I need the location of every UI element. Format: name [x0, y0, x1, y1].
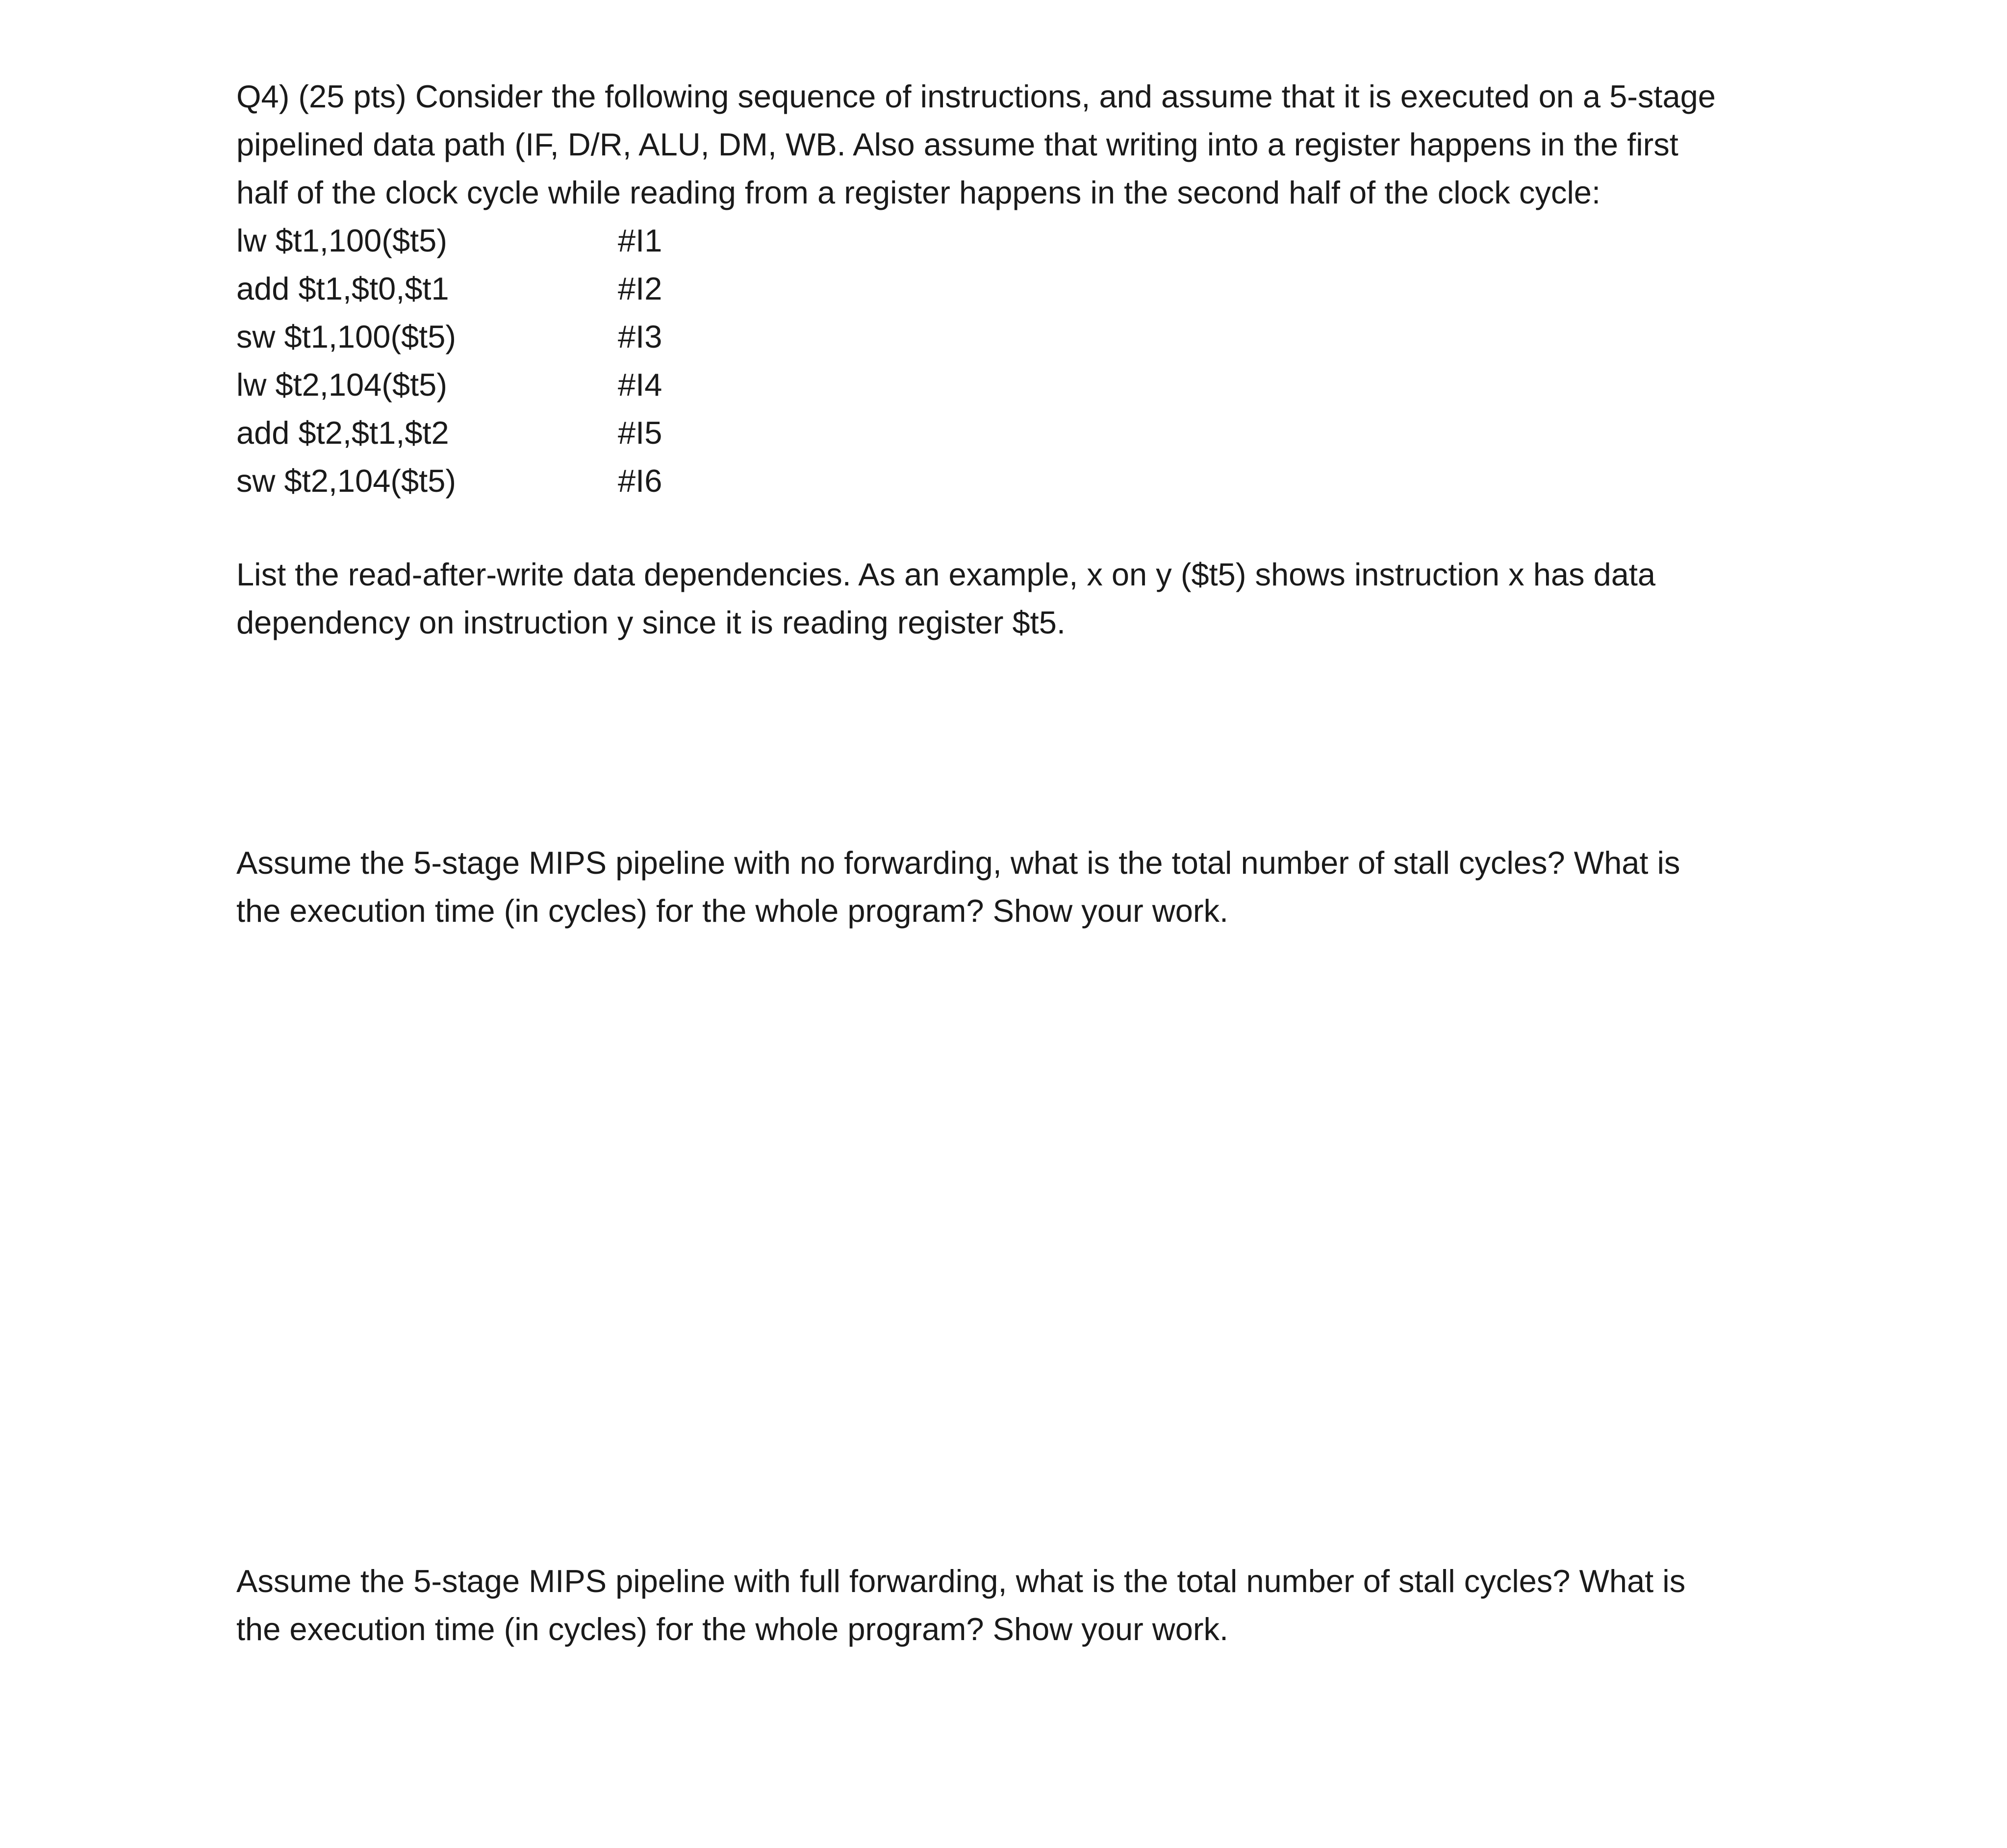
part-c-line-2: the execution time (in cycles) for the whole program? Show your work.	[236, 1611, 1229, 1647]
instruction-label: #I5	[618, 415, 662, 451]
instruction-code: add $t1,$t0,$t1	[236, 271, 449, 306]
question-intro-line-1: Q4) (25 pts) Consider the following sequence of instructions, and assume that it is executed on a 5-stage	[236, 78, 1716, 114]
instruction-row	[236, 265, 727, 313]
instruction-row	[236, 409, 727, 457]
instruction-row	[236, 457, 727, 505]
instruction-row	[236, 313, 727, 361]
instruction-label: #I4	[618, 367, 662, 403]
instruction-code: lw $t2,104($t5)	[236, 367, 447, 403]
instruction-code: sw $t2,104($t5)	[236, 463, 457, 499]
instruction-code: add $t2,$t1,$t2	[236, 415, 449, 451]
instruction-label: #I1	[618, 223, 662, 258]
instruction-label: #I6	[618, 463, 662, 499]
instruction-code: sw $t1,100($t5)	[236, 319, 457, 354]
part-a-line-2: dependency on instruction y since it is reading register $t5.	[236, 605, 1066, 640]
instruction-row	[236, 361, 727, 409]
part-b-prompt	[236, 839, 1815, 935]
question-intro-line-2: pipelined data path (IF, D/R, ALU, DM, WB. Also assume that writing into a register happens in the first	[236, 127, 1678, 162]
part-a-line-1: List the read-after-write data dependencies. As an example, x on y ($t5) shows instruction x has data	[236, 557, 1656, 592]
question-intro-line-3: half of the clock cycle while reading from a register happens in the second half of the clock cycle:	[236, 175, 1601, 210]
instruction-list	[236, 217, 727, 505]
instruction-row	[236, 217, 727, 265]
part-c-prompt	[236, 1557, 1815, 1653]
instruction-label: #I3	[618, 319, 662, 354]
instruction-label: #I2	[618, 271, 662, 306]
part-c-line-1: Assume the 5-stage MIPS pipeline with full forwarding, what is the total number of stall cycles? What is	[236, 1563, 1686, 1599]
part-b-line-2: the execution time (in cycles) for the whole program? Show your work.	[236, 893, 1229, 929]
part-a-prompt	[236, 551, 1815, 647]
question-intro	[236, 73, 1815, 217]
part-b-line-1: Assume the 5-stage MIPS pipeline with no forwarding, what is the total number of stall cycles? What is	[236, 845, 1680, 881]
instruction-code: lw $t1,100($t5)	[236, 223, 447, 258]
